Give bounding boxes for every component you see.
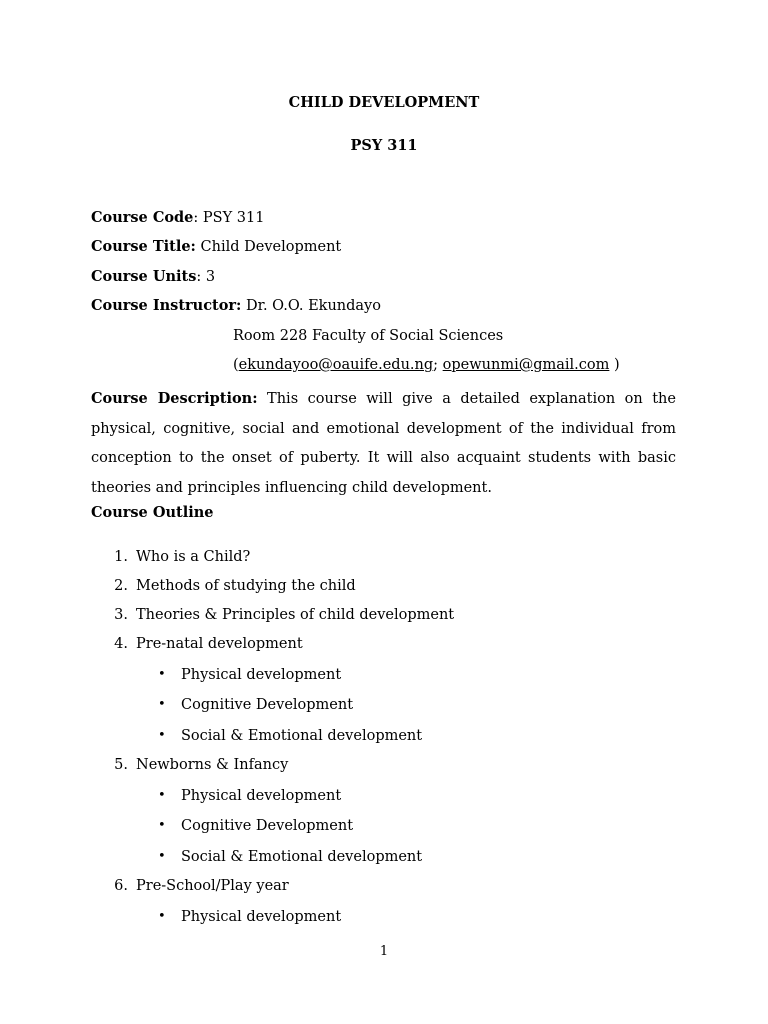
list-number: 6. [114,878,128,894]
course-description [91,384,676,503]
email-link-gmail[interactable]: opewunmi@gmail.com [442,357,610,373]
email-link-oauife[interactable]: ekundayoo@oauife.edu.ng [238,357,434,373]
list-number: 1. [114,549,128,565]
document-title: CHILD DEVELOPMENT [288,94,480,111]
course-title-label: Course Title: [91,238,196,255]
course-instructor-label: Course Instructor: [91,297,242,314]
list-number: 5. [114,757,128,773]
list-number: 3. [114,607,128,623]
list-number: 4. [114,636,128,652]
course-code-line [91,208,264,228]
course-units-value: : 3 [196,269,216,285]
list-subitem: Social & Emotional development [181,849,423,865]
instructor-emails: (ekundayoo@oauife.edu.ng; opewunmi@gmail.com ) [233,357,620,373]
course-description-text: This course will give a detailed explanation on the physical, cognitive, social and emotional development of the individual from conception to the onset of puberty. It will also acquaint students with basic theories and principles influencing child development. [91,391,676,496]
course-instructor-line [91,296,381,316]
list-subitem: Physical development [181,667,342,683]
bullet-icon: • [158,849,166,864]
list-item: Who is a Child? [136,549,251,565]
course-code-label: Course Code [91,209,194,226]
bullet-icon: • [158,728,166,743]
list-item: Methods of studying the child [136,578,356,594]
bullet-icon: • [158,788,166,803]
course-title-value: Child Development [195,239,342,255]
bullet-icon: • [158,909,166,924]
list-subitem: Cognitive Development [181,697,354,713]
course-description-label: Course Description: [91,390,258,407]
bullet-icon: • [158,818,166,833]
list-subitem: Physical development [181,788,342,804]
course-outline-heading: Course Outline [91,504,214,521]
course-title-line [91,237,341,257]
list-item: Theories & Principles of child development [136,607,455,623]
course-units-label: Course Units [91,268,197,285]
list-subitem: Cognitive Development [181,818,354,834]
page-number: 1 [379,944,389,959]
list-number: 2. [114,578,128,594]
list-item: Pre-natal development [136,636,303,652]
list-item: Pre-School/Play year [136,878,289,894]
course-units-line [91,267,215,287]
course-code-heading: PSY 311 [350,137,418,154]
instructor-room: Room 228 Faculty of Social Sciences [233,328,504,344]
list-item: Newborns & Infancy [136,757,289,773]
list-subitem: Social & Emotional development [181,728,423,744]
course-code-value: : PSY 311 [193,210,265,226]
list-subitem: Physical development [181,909,342,925]
bullet-icon: • [158,697,166,712]
bullet-icon: • [158,667,166,682]
course-instructor-value: Dr. O.O. Ekundayo [241,298,381,314]
